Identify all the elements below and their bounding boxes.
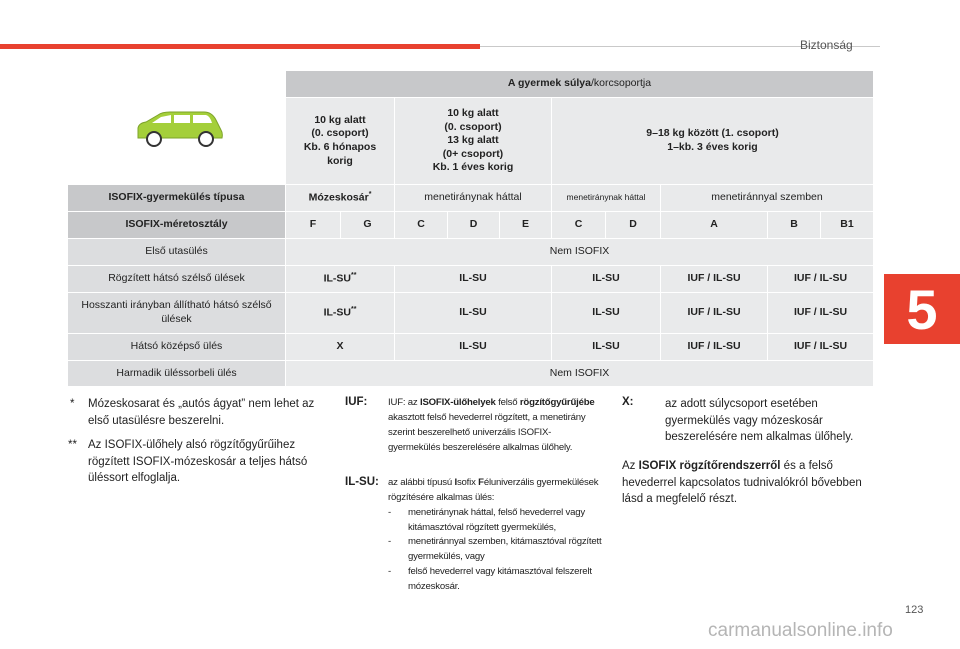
iuf-label: IUF: xyxy=(345,396,368,408)
row-rear-centre-c2: IL-SU xyxy=(395,334,552,361)
size-e: E xyxy=(500,212,552,239)
x-text: az adott súlycsoport esetében gyermekülés vagy mózeskosár beszerelésére nem alkalmas ülőhely. xyxy=(665,398,854,444)
row-sliding-rear-c4: IUF / IL-SU xyxy=(661,293,768,334)
group-0: 10 kg alatt (0. csoport) Kb. 6 hónapos korig xyxy=(286,98,395,185)
row-sliding-rear-c1: IL-SU** xyxy=(286,293,395,334)
car-icon xyxy=(134,108,226,150)
watermark: carmanualsonline.info xyxy=(708,620,893,641)
row-third-value: Nem ISOFIX xyxy=(286,361,874,387)
row-fixed-rear-c1: IL-SU** xyxy=(286,266,395,293)
group-0plus: 10 kg alatt (0. csoport) 13 kg alatt (0+ csoport) Kb. 1 éves korig xyxy=(395,98,552,185)
iuf-text: IUF: az ISOFIX-ülőhelyek felső rögzítőgyűrűjébe akasztott felső hevederrel rögzített, a menetirány szerint beszerelhető univerzális ISOFIX-gyermekülés beszerelésére alkalmas ülőhely. xyxy=(388,397,595,453)
type-label: ISOFIX-gyermekülés típusa xyxy=(68,185,286,212)
row-fixed-rear-c4: IUF / IL-SU xyxy=(661,266,768,293)
row-rear-centre-label: Hátsó középső ülés xyxy=(68,334,286,361)
header-accent-bar xyxy=(0,44,480,49)
row-rear-centre-c3: IL-SU xyxy=(552,334,661,361)
weight-header: A gyermek súlya/korcsoportja xyxy=(286,71,874,98)
size-c2: C xyxy=(552,212,606,239)
row-third-label: Harmadik üléssorbeli ülés xyxy=(68,361,286,387)
row-rear-centre-c5: IUF / IL-SU xyxy=(768,334,874,361)
group-1: 9–18 kg között (1. csoport) 1–kb. 3 éves korig xyxy=(552,98,874,185)
size-d2: D xyxy=(606,212,661,239)
note-dstar-text: Az ISOFIX-ülőhely alsó rögzítőgyűrűihez rögzített ISOFIX-mózeskosár a teljes hátsó üléssort elfoglalja. xyxy=(88,439,308,485)
size-f: F xyxy=(286,212,341,239)
isofix-reference: Az ISOFIX rögzítőrendszerről és a felső hevederrel kapcsolatos tudnivalókról bővebben lásd a megfelelő részt. xyxy=(622,460,862,506)
chapter-tab: 5 xyxy=(884,274,960,344)
row-rear-centre-c4: IUF / IL-SU xyxy=(661,334,768,361)
row-front-label: Első utasülés xyxy=(68,239,286,266)
size-a: A xyxy=(661,212,768,239)
note-star-text: Mózeskosarat és „autós ágyat” nem lehet az első utasülésre beszerelni. xyxy=(88,398,315,427)
ilsu-text: az alábbi típusú Isofix Féluniverzális gyermekülések rögzítésére alkalmas ülés: - menetiránynak háttal, felső hevederrel vagy kitámasztóval rögzített gyermekülés, - menetiránnyal szemben, kitámasztóval rögzített gyermekülés, vagy - felső hevederrel vagy kitámasztóval felszerelt mózeskosár. xyxy=(388,477,602,593)
row-fixed-rear-label: Rögzített hátsó szélső ülések xyxy=(68,266,286,293)
size-b: B xyxy=(768,212,821,239)
row-front-value: Nem ISOFIX xyxy=(286,239,874,266)
size-c: C xyxy=(395,212,448,239)
note-dstar-mark: ** xyxy=(68,439,77,451)
row-rear-centre-c1: X xyxy=(286,334,395,361)
row-fixed-rear-c2: IL-SU xyxy=(395,266,552,293)
section-title: Biztonság xyxy=(800,38,853,52)
type-rear-facing-2: menetiránynak háttal xyxy=(552,185,661,212)
note-star-mark: * xyxy=(70,398,75,410)
size-g: G xyxy=(341,212,395,239)
row-fixed-rear-c3: IL-SU xyxy=(552,266,661,293)
page-number: 123 xyxy=(905,604,924,616)
ilsu-label: IL-SU: xyxy=(345,476,379,488)
size-d: D xyxy=(448,212,500,239)
row-sliding-rear-c3: IL-SU xyxy=(552,293,661,334)
size-label: ISOFIX-méretosztály xyxy=(68,212,286,239)
row-sliding-rear-c5: IUF / IL-SU xyxy=(768,293,874,334)
size-b1: B1 xyxy=(821,212,874,239)
row-fixed-rear-c5: IUF / IL-SU xyxy=(768,266,874,293)
type-bassinet: Mózeskosár* xyxy=(286,185,395,212)
type-forward-facing: menetiránnyal szemben xyxy=(661,185,874,212)
row-sliding-rear-label: Hosszanti irányban állítható hátsó szélső ülések xyxy=(68,293,286,334)
type-rear-facing-1: menetiránynak háttal xyxy=(395,185,552,212)
x-label: X: xyxy=(622,396,634,408)
row-sliding-rear-c2: IL-SU xyxy=(395,293,552,334)
